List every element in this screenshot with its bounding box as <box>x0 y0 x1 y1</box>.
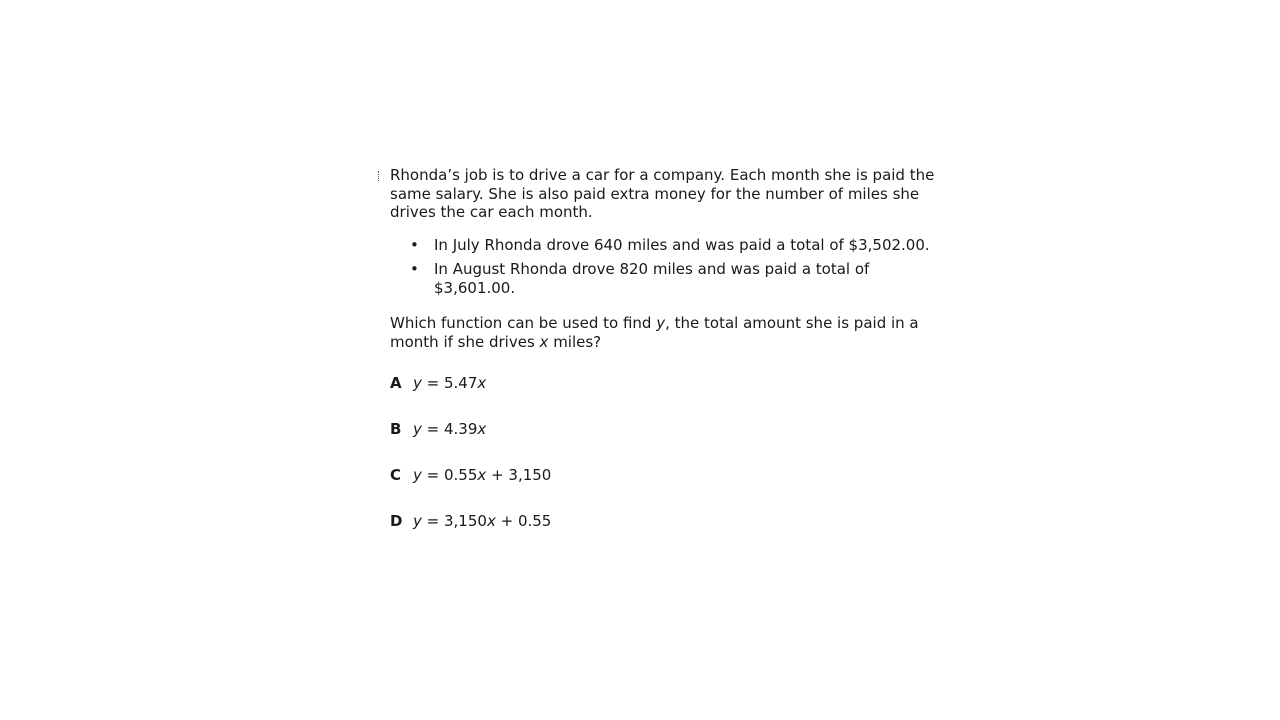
choice-equation: y = 3,150x + 0.55 <box>413 512 552 530</box>
facts-list <box>390 236 935 298</box>
question-prompt: Which function can be used to find y, the total amount she is paid in a month if she drives x miles? <box>390 314 919 351</box>
choice-letter: D <box>390 512 403 530</box>
choice-letter: B <box>390 420 402 438</box>
choice-a[interactable] <box>390 374 935 392</box>
bullet-icon: • <box>410 235 419 254</box>
choice-c[interactable] <box>390 466 935 484</box>
question-stem: Rhonda’s job is to drive a car for a company. Each month she is paid the same salary. She is also paid extra money for the number of miles she drives the car each month. <box>390 166 935 221</box>
choice-equation: y = 5.47x <box>413 374 487 392</box>
choice-letter: A <box>390 374 402 392</box>
bullet-icon: • <box>410 260 419 278</box>
choice-equation: y = 4.39x <box>413 420 487 438</box>
fact-july <box>390 236 935 255</box>
fact-text: In August Rhonda drove 820 miles and was paid a total of $3,601.00. <box>434 260 870 297</box>
fact-august <box>390 260 935 297</box>
fact-text: In July Rhonda drove 640 miles and was paid a total of $3,502.00. <box>434 235 930 254</box>
question-marker <box>378 171 380 181</box>
variable-x: x <box>539 332 549 351</box>
choice-d[interactable] <box>390 512 935 530</box>
question-block <box>390 166 935 558</box>
answer-choices <box>390 374 935 530</box>
variable-y: y <box>656 314 666 332</box>
choice-equation: y = 0.55x + 3,150 <box>413 466 552 484</box>
choice-b[interactable] <box>390 420 935 438</box>
choice-letter: C <box>390 466 402 484</box>
